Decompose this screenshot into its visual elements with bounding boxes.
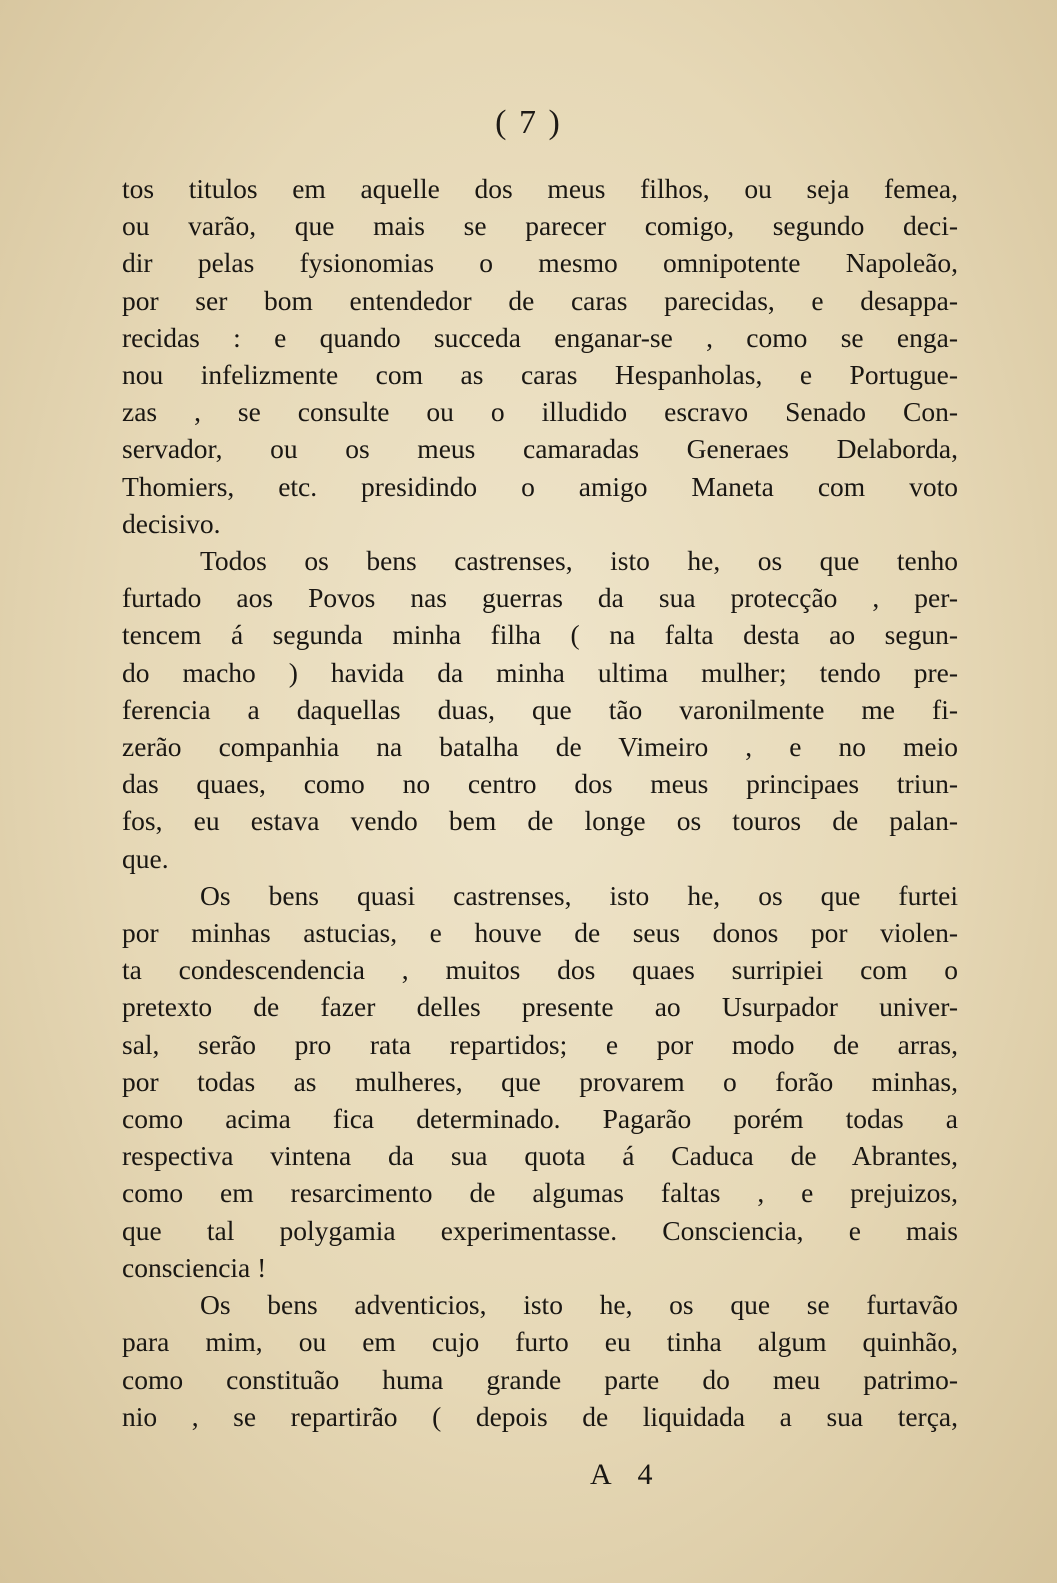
text-line: zas , se consulte ou o illudido escravo Senado Con- (122, 396, 958, 428)
signature-mark: A 4 (590, 1458, 663, 1491)
text-line: como constituão huma grande parte do meu patrimo- (122, 1363, 958, 1395)
text-line: por minhas astucias, e houve de seus donos por violen- (122, 917, 958, 949)
text-line: como acima fica determinado. Pagarão porém todas a (122, 1103, 958, 1135)
text-line: das quaes, como no centro dos meus principaes triun- (122, 768, 958, 800)
text-line: zerão companhia na batalha de Vimeiro , e no meio (122, 731, 958, 763)
text-line: por todas as mulheres, que provarem o forão minhas, (122, 1065, 958, 1097)
text-line: que. (122, 842, 169, 874)
text-line: dir pelas fysionomias o mesmo omnipotente Napoleão, (122, 247, 958, 279)
text-line: do macho ) havida da minha ultima mulher; tendo pre- (122, 656, 958, 688)
text-line: Todos os bens castrenses, isto he, os que tenho (200, 545, 958, 577)
text-line: que tal polygamia experimentasse. Consciencia, e mais (122, 1214, 958, 1246)
text-line: respectiva vintena da sua quota á Caduca de Abrantes, (122, 1140, 958, 1172)
text-line: para mim, ou em cujo furto eu tinha algum quinhão, (122, 1326, 958, 1358)
text-line: consciencia ! (122, 1251, 267, 1283)
text-line: recidas : e quando succeda enganar-se , como se enga- (122, 321, 958, 353)
text-line: Os bens adventicios, isto he, os que se furtavão (200, 1289, 958, 1321)
text-line: Os bens quasi castrenses, isto he, os que furtei (200, 879, 958, 911)
text-line: tos titulos em aquelle dos meus filhos, ou seja femea, (122, 173, 958, 204)
text-line: decisivo. (122, 507, 221, 539)
text-line: furtado aos Povos nas guerras da sua protecção , per- (122, 582, 958, 614)
body-text (122, 170, 958, 1435)
text-line: tencem á segunda minha filha ( na falta desta ao segun- (122, 619, 958, 651)
text-line: como em resarcimento de algumas faltas , e prejuizos, (122, 1177, 958, 1209)
text-line: por ser bom entendedor de caras parecidas, e desappa- (122, 284, 958, 316)
text-line: pretexto de fazer delles presente ao Usurpador univer- (122, 991, 958, 1023)
text-line: fos, eu estava vendo bem de longe os touros de palan- (122, 805, 958, 837)
text-line: ou varão, que mais se parecer comigo, segundo deci- (122, 210, 958, 242)
text-line: servador, ou os meus camaradas Generaes Delaborda, (122, 433, 958, 465)
text-line: nou infelizmente com as caras Hespanholas, e Portugue- (122, 359, 958, 391)
text-line: sal, serão pro rata repartidos; e por modo de arras, (122, 1028, 958, 1060)
text-line: nio , se repartirão ( depois de liquidada a sua terça, (122, 1400, 958, 1432)
text-line: ferencia a daquellas duas, que tão varonilmente me fi- (122, 693, 958, 725)
text-line: Thomiers, etc. presidindo o amigo Maneta com voto (122, 470, 958, 502)
page-number: ( 7 ) (495, 104, 562, 141)
text-line: ta condescendencia , muitos dos quaes surripiei com o (122, 954, 958, 986)
